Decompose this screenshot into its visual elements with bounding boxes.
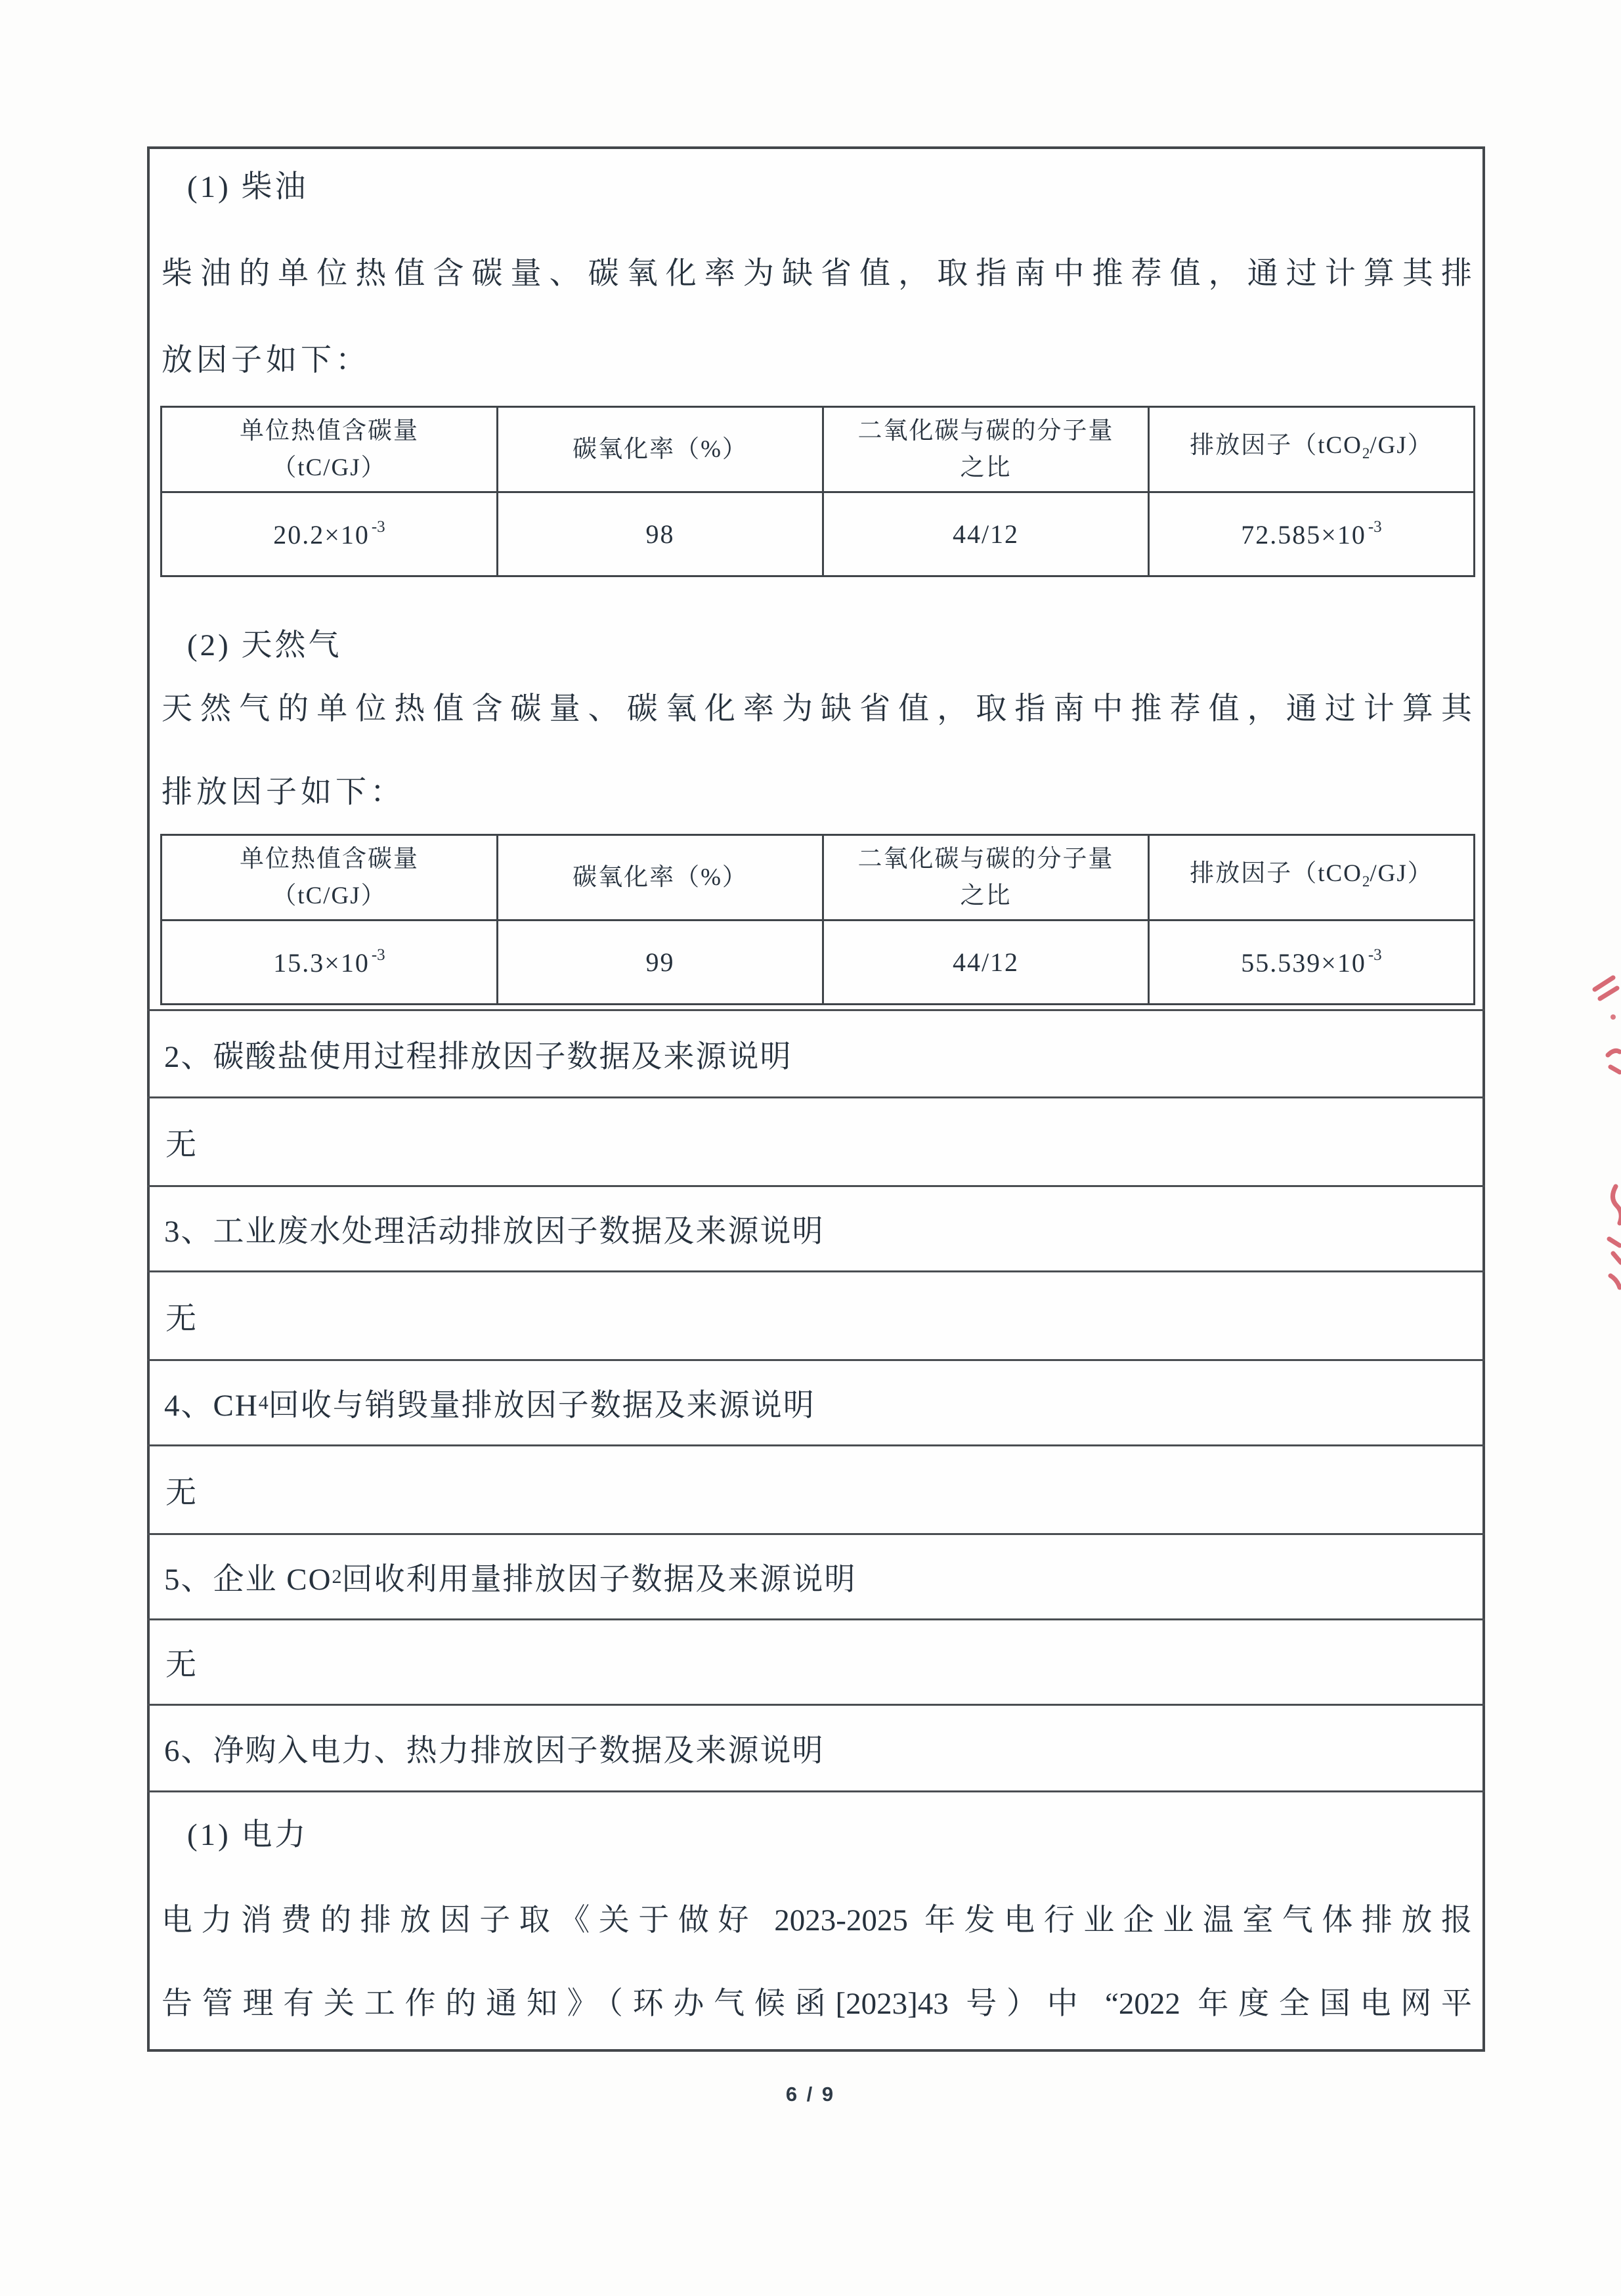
diesel-emission-factor-value	[1149, 492, 1475, 576]
section-2-value: 无	[147, 1096, 1485, 1185]
header-molecular-ratio-line1: 二氧化碳与碳的分子量	[857, 417, 1114, 444]
section-4-value: 无	[147, 1444, 1485, 1533]
header-oxidation-rate: 碳氧化率（%）	[498, 835, 823, 921]
section-5-title	[147, 1533, 1485, 1618]
value-base: 20.2×10	[273, 520, 370, 550]
natural-gas-carbon-content-value	[162, 921, 498, 1005]
natural-gas-oxidation-rate-value: 99	[498, 921, 823, 1005]
header-carbon-content-line1: 单位热值含碳量	[240, 845, 419, 873]
header-emission-factor-post: /GJ）	[1370, 859, 1433, 887]
diesel-oxidation-rate-value: 98	[498, 492, 823, 576]
page-number: 6 / 9	[785, 2083, 836, 2106]
section-5-value: 无	[147, 1618, 1485, 1704]
header-carbon-content-line1: 单位热值含碳量	[240, 417, 419, 444]
section-5-title-post: 回收利用量排放因子数据及来源说明	[341, 1563, 857, 1597]
header-carbon-content	[162, 835, 498, 921]
value-exponent: -3	[1368, 518, 1382, 536]
diesel-paragraph-line1: 柴油的单位热值含碳量、碳氧化率为缺省值，取指南中推荐值，通过计算其排	[162, 257, 1472, 291]
diesel-molecular-ratio-value: 44/12	[823, 492, 1149, 576]
header-emission-factor-pre: 排放因子（tCO	[1190, 859, 1362, 887]
header-carbon-content-unit: （tC/GJ）	[272, 882, 387, 909]
value-exponent: -3	[371, 946, 385, 964]
diesel-heading: (1) 柴油	[187, 170, 309, 204]
form-border	[147, 146, 1485, 2052]
header-carbon-content-unit: （tC/GJ）	[272, 454, 387, 481]
header-molecular-ratio	[823, 407, 1149, 492]
natural-gas-emission-factor-value	[1149, 921, 1475, 1005]
numbered-sections	[147, 1009, 1485, 1792]
header-emission-factor	[1149, 407, 1475, 492]
value-base: 15.3×10	[273, 948, 370, 978]
section-3-title: 3、工业废水处理活动排放因子数据及来源说明	[147, 1185, 1485, 1270]
diesel-carbon-content-value	[162, 492, 498, 576]
section-4-title-post: 回收与销毁量排放因子数据及来源说明	[268, 1389, 815, 1423]
header-emission-factor-pre: 排放因子（tCO	[1190, 431, 1362, 459]
red-stamp-fragment	[1591, 955, 1621, 1297]
electricity-paragraph-line1: 电力消费的排放因子取《关于做好 2023-2025 年发电行业企业温室气体排放报	[162, 1903, 1472, 1938]
header-emission-factor	[1149, 835, 1475, 921]
value-exponent: -3	[371, 518, 385, 536]
natural-gas-data-row	[162, 921, 1475, 1005]
diesel-paragraph-line2: 放因子如下：	[162, 343, 370, 378]
header-emission-factor-sub: 2	[1362, 873, 1370, 890]
header-oxidation-rate: 碳氧化率（%）	[498, 407, 823, 492]
table-header-row	[162, 835, 1475, 921]
value-exponent: -3	[1368, 946, 1382, 964]
header-molecular-ratio-line2: 之比	[960, 454, 1012, 481]
section-5-title-sub: 2	[332, 1565, 342, 1588]
header-molecular-ratio-line1: 二氧化碳与碳的分子量	[857, 845, 1114, 873]
natural-gas-emission-factor-table	[160, 834, 1475, 1005]
section-4-title	[147, 1359, 1485, 1444]
header-carbon-content	[162, 407, 498, 492]
electricity-heading: (1) 电力	[187, 1818, 309, 1852]
header-molecular-ratio-line2: 之比	[960, 882, 1012, 909]
header-molecular-ratio	[823, 835, 1149, 921]
diesel-data-row	[162, 492, 1475, 576]
natural-gas-molecular-ratio-value: 44/12	[823, 921, 1149, 1005]
natural-gas-paragraph-line2: 排放因子如下：	[162, 775, 405, 810]
section-4-title-pre: 4、CH	[164, 1389, 259, 1423]
value-base: 72.585×10	[1241, 520, 1366, 550]
diesel-emission-factor-table	[160, 406, 1475, 577]
header-emission-factor-post: /GJ）	[1370, 431, 1433, 459]
section-5-title-pre: 5、企业 CO	[164, 1563, 332, 1597]
electricity-paragraph-line2: 告管理有关工作的通知》（环办气候函[2023]43 号）中 “2022 年度全国电网平	[162, 1987, 1472, 2021]
natural-gas-paragraph-line1: 天然气的单位热值含碳量、碳氧化率为缺省值，取指南中推荐值，通过计算其	[162, 692, 1472, 726]
section-6-title: 6、净购入电力、热力排放因子数据及来源说明	[147, 1704, 1485, 1792]
section-4-title-sub: 4	[258, 1391, 269, 1414]
section-3-value: 无	[147, 1270, 1485, 1359]
section-2-title: 2、碳酸盐使用过程排放因子数据及来源说明	[147, 1009, 1485, 1096]
natural-gas-heading: (2) 天然气	[187, 628, 342, 662]
value-base: 55.539×10	[1241, 948, 1366, 978]
table-header-row	[162, 407, 1475, 492]
header-emission-factor-sub: 2	[1362, 444, 1370, 462]
